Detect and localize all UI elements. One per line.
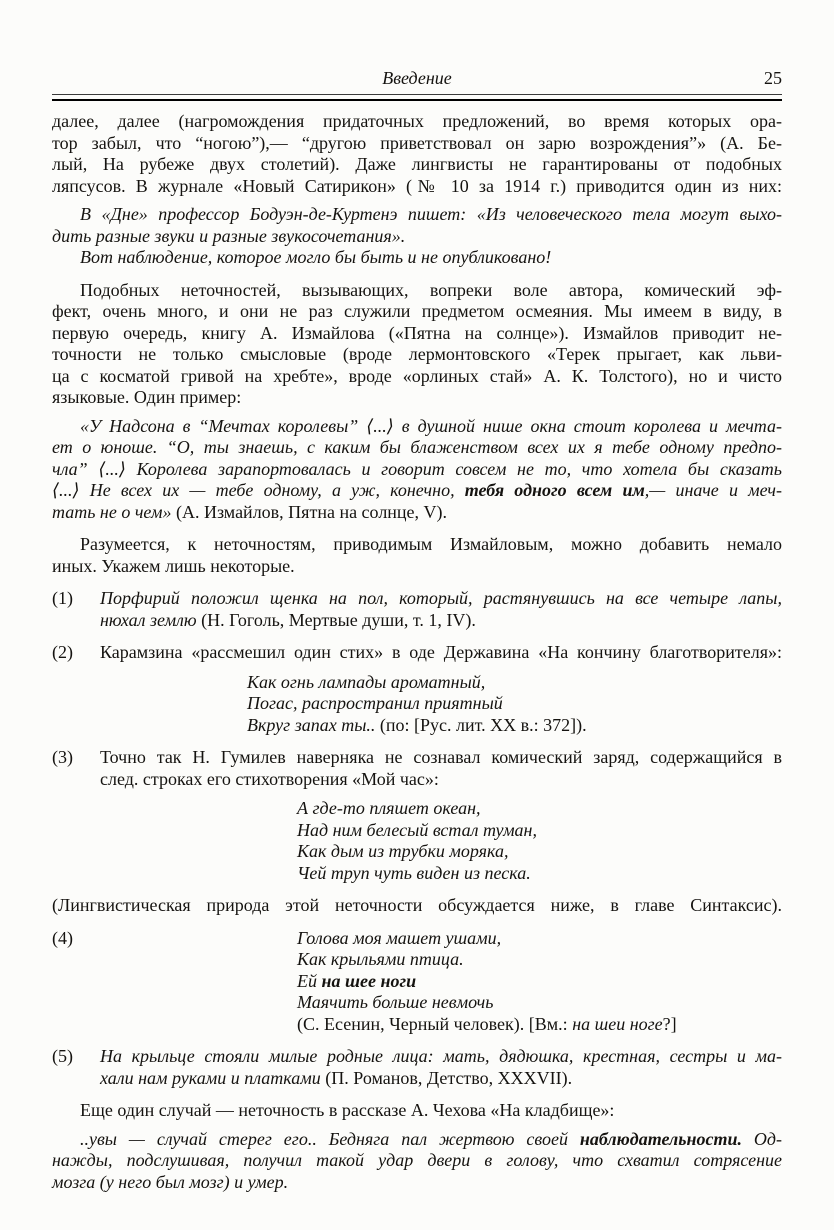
verse-line bbox=[297, 841, 782, 863]
text-segment: мозга (у него был мозг) и умер. bbox=[52, 1171, 289, 1192]
header-rule bbox=[52, 94, 782, 101]
verse-line bbox=[297, 992, 782, 1014]
verse-line bbox=[297, 971, 782, 993]
text-segment: Маячить больше невмочь bbox=[297, 992, 494, 1012]
text-line bbox=[52, 387, 782, 409]
text-segment: (Н. Гоголь, Мертвые души, т. 1, IV). bbox=[201, 609, 476, 630]
text-line bbox=[52, 366, 782, 388]
text-segment: Как дым из трубки моряка, bbox=[297, 841, 509, 861]
text-line bbox=[52, 301, 782, 323]
text-segment: (П. Романов, Детство, XXXVII). bbox=[325, 1067, 573, 1088]
item-number: (2) bbox=[52, 642, 73, 662]
item-number: (1) bbox=[52, 588, 73, 608]
paragraph bbox=[52, 895, 782, 917]
text-segment: наблюдательности. bbox=[579, 1128, 742, 1149]
list-item bbox=[52, 642, 782, 664]
list-item bbox=[52, 747, 782, 790]
text-segment: ляпсусов. В журнале «Новый Сатирикон» (№ 10 за 1914 г.) приводится один из них: bbox=[52, 175, 782, 196]
verse-line bbox=[247, 672, 782, 694]
text-segment: ..увы — случай стерег его.. Бедняга пал жертвою своей bbox=[80, 1128, 580, 1149]
text-segment: языковые. Один пример: bbox=[52, 387, 242, 407]
text-segment: (А. Измайлов, Пятна на солнце, V). bbox=[175, 501, 448, 522]
list-item bbox=[52, 1046, 782, 1089]
verse-line bbox=[297, 1014, 782, 1036]
text-line bbox=[52, 437, 782, 459]
text-segment: (Лингвистическая природа этой неточности обсуждается ниже, в главе Синтаксис). bbox=[52, 895, 782, 915]
paragraph bbox=[52, 111, 782, 197]
item-number: (4) bbox=[52, 927, 73, 948]
text-segment: нажды, подслушивая, получил такой удар двери в голову, что схватил сотрясение bbox=[52, 1150, 782, 1170]
list-item bbox=[52, 588, 782, 631]
text-segment: Чей труп чуть виден из песка. bbox=[297, 862, 531, 883]
verse-line bbox=[297, 928, 782, 950]
text-segment: точности не только смысловые (вроде лермонтовского «Терек прыгает, как льви- bbox=[52, 344, 782, 364]
text-segment: Порфирий положил щенка на пол, который, растянувшись на все четыре лапы, bbox=[100, 588, 782, 608]
verse-line bbox=[297, 798, 782, 820]
text-segment: фект, очень много, и они не раз служили предметом осмеяния. Мы имеем в виду, в bbox=[52, 301, 782, 321]
item-number: (5) bbox=[52, 1046, 73, 1066]
text-line bbox=[52, 534, 782, 556]
text-segment: на шеи ноге bbox=[572, 1013, 663, 1034]
text-segment: след. строках его стихотворения «Мой час»: bbox=[100, 768, 439, 789]
paragraph bbox=[52, 280, 782, 409]
text-line bbox=[52, 1129, 782, 1151]
text-segment: Вкруг запах ты.. bbox=[247, 714, 380, 735]
text-line bbox=[100, 1046, 782, 1068]
verse-line bbox=[297, 863, 782, 885]
item-number: (3) bbox=[52, 747, 73, 767]
text-line bbox=[52, 280, 782, 302]
text-segment: Вот наблюдение, которое могло бы быть и не опубликовано! bbox=[80, 247, 552, 267]
text-segment: Над ним белесый встал туман, bbox=[297, 819, 537, 840]
text-segment: А где-то пляшет океан, bbox=[297, 798, 481, 818]
verse-line bbox=[247, 693, 782, 715]
text-segment: тать не о чем» bbox=[52, 501, 176, 522]
text-line bbox=[52, 133, 782, 155]
paragraph bbox=[52, 534, 782, 577]
text-line bbox=[52, 480, 782, 502]
quote-paragraph bbox=[52, 204, 782, 247]
page-number: 25 bbox=[764, 68, 782, 88]
text-segment: Ей bbox=[297, 970, 322, 991]
text-line bbox=[52, 1172, 782, 1194]
page-header bbox=[52, 68, 782, 101]
text-line bbox=[100, 769, 782, 791]
text-line bbox=[52, 111, 782, 133]
text-segment: лый, На рубеже двух столетий). Даже лингвисты не гарантированы от подобных bbox=[52, 154, 782, 174]
text-line bbox=[52, 1150, 782, 1172]
text-segment: ,— иначе и меч- bbox=[644, 480, 782, 500]
text-line bbox=[52, 416, 782, 438]
running-title: Введение bbox=[382, 68, 452, 88]
text-segment: На крыльце стояли милые родные лица: мать, дядюшка, крестная, сестры и ма- bbox=[100, 1046, 782, 1066]
verse-line bbox=[297, 820, 782, 842]
text-segment: тор забыл, что “ногою”),— “другою приветствовал он зарю возрождения”» (А. Бе- bbox=[52, 132, 782, 153]
page-body bbox=[52, 111, 782, 1193]
text-segment: Как огнь лампады ароматный, bbox=[247, 671, 486, 692]
text-segment: Карамзина «рассмешил один стих» в оде Державина «На кончину благотворителя»: bbox=[100, 642, 782, 662]
text-line bbox=[52, 204, 782, 226]
list-item bbox=[52, 928, 782, 1036]
text-segment: ет о юноше. “О, ты знаешь, с каким бы блаженством всех их я тебе одному предпо- bbox=[52, 437, 782, 457]
text-line bbox=[52, 459, 782, 481]
text-line bbox=[100, 642, 782, 664]
quote-paragraph bbox=[52, 247, 782, 269]
verse-block bbox=[52, 672, 782, 737]
text-line bbox=[52, 154, 782, 176]
text-segment: иных. Укажем лишь некоторые. bbox=[52, 555, 295, 576]
text-segment: тебя одного всем им bbox=[464, 480, 645, 500]
verse-line bbox=[247, 715, 782, 737]
text-line bbox=[100, 610, 782, 632]
text-segment: хали нам руками и платками bbox=[100, 1067, 326, 1088]
text-line bbox=[52, 1100, 782, 1122]
text-line bbox=[52, 226, 782, 248]
text-line bbox=[52, 323, 782, 345]
text-segment: Подобных неточностей, вызывающих, вопреки воле автора, комический эф- bbox=[80, 279, 782, 300]
running-head bbox=[52, 68, 782, 90]
text-line bbox=[52, 895, 782, 917]
text-segment: Еще один случай — неточность в рассказе А. Чехова «На кладбище»: bbox=[80, 1100, 615, 1120]
quote-paragraph bbox=[52, 1129, 782, 1194]
text-segment: Од- bbox=[741, 1128, 782, 1149]
verse-block bbox=[52, 798, 782, 884]
text-segment: Голова моя машет ушами, bbox=[297, 927, 502, 948]
text-segment: дить разные звуки и разные звукосочетания». bbox=[52, 225, 406, 246]
text-segment: чла” ⟨...⟩ Королева зарапортовалась и говорит совсем не то, что хотела бы сказать bbox=[52, 458, 782, 479]
verse-line bbox=[297, 949, 782, 971]
text-line bbox=[52, 176, 782, 198]
text-line bbox=[100, 588, 782, 610]
text-segment: (по: [Рус. лит. XX в.: 372]). bbox=[379, 714, 587, 735]
text-segment: Разумеется, к неточностям, приводимым Измайловым, можно добавить немало bbox=[80, 534, 782, 554]
text-segment: «У Надсона в “Мечтах королевы” ⟨...⟩ в душной нише окна стоит королева и мечта- bbox=[80, 415, 782, 436]
text-line bbox=[100, 747, 782, 769]
paragraph bbox=[52, 1100, 782, 1122]
text-segment: В «Дне» профессор Бодуэн-де-Куртенэ пишет: «Из человеческого тела могут выхо- bbox=[80, 204, 782, 224]
text-line bbox=[52, 247, 782, 269]
text-line bbox=[52, 502, 782, 524]
text-segment: Точно так Н. Гумилев наверняка не сознавал комический заряд, содержащийся в bbox=[100, 747, 782, 767]
text-segment: нюхал землю bbox=[100, 609, 202, 630]
text-segment: на шее ноги bbox=[321, 970, 417, 991]
text-line bbox=[100, 1068, 782, 1090]
text-segment: ца с косматой гривой на хребте», вроде «орлиных стай» А. К. Толстого), но и чисто bbox=[52, 365, 782, 386]
quote-paragraph bbox=[52, 416, 782, 524]
text-segment: ?] bbox=[662, 1013, 677, 1034]
text-line bbox=[52, 556, 782, 578]
text-segment: первую очередь, книгу А. Измайлова («Пятна на солнце»). Измайлов приводит не- bbox=[52, 322, 782, 343]
text-segment: ⟨...⟩ Не всех их — тебе одному, а уж, конечно, bbox=[52, 480, 465, 500]
text-segment: Как крыльями птица. bbox=[297, 949, 464, 969]
text-segment: далее, далее (нагромождения придаточных предложений, во время которых ора- bbox=[52, 111, 782, 131]
text-segment: (С. Есенин, Черный человек). [Вм.: bbox=[297, 1013, 573, 1034]
text-line bbox=[52, 344, 782, 366]
text-segment: Погас, распространил приятный bbox=[247, 693, 503, 713]
